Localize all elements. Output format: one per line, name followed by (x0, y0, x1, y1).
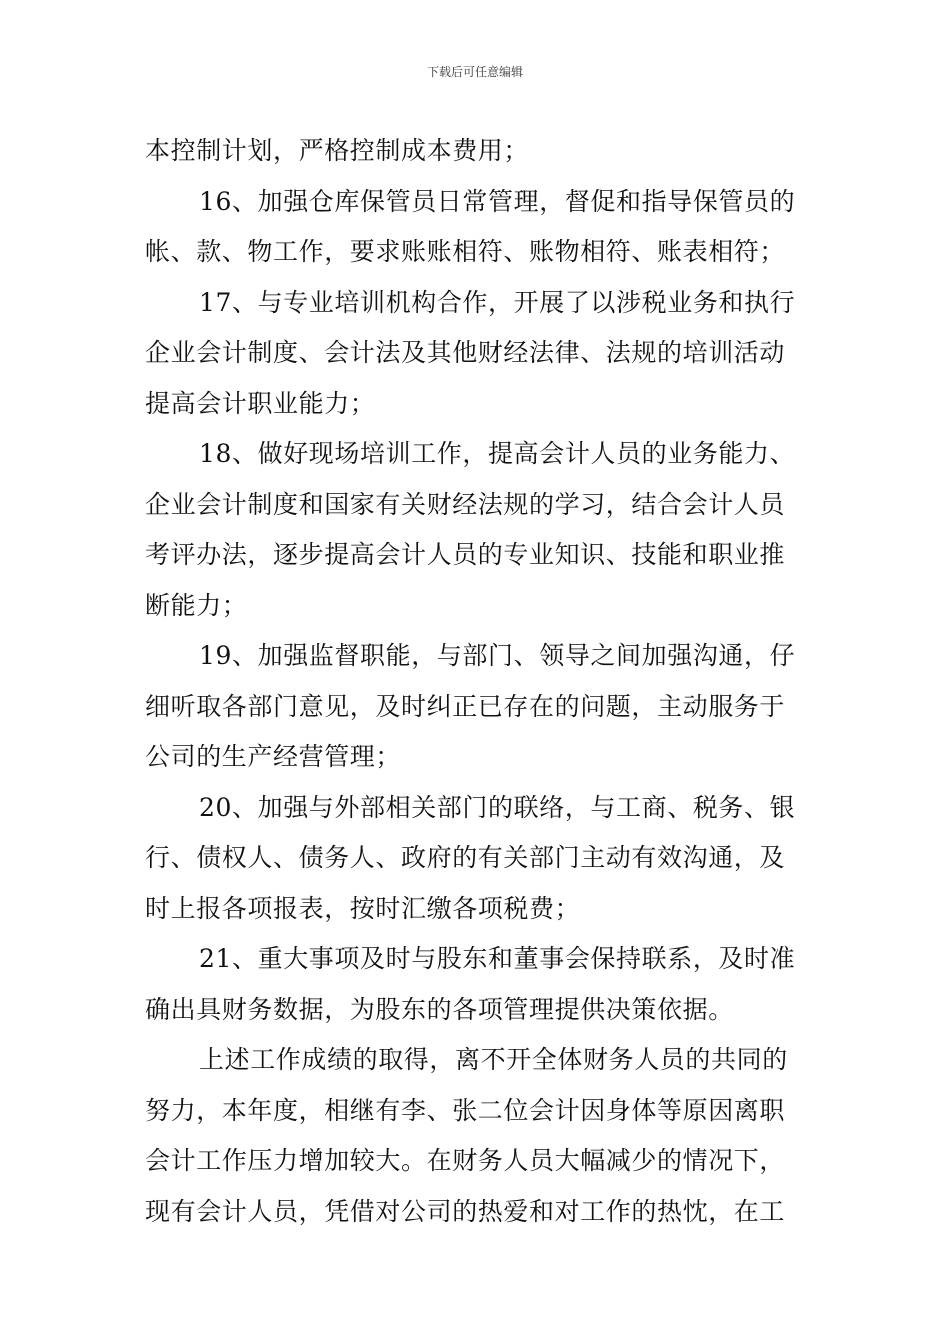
text-line: 企业会计制度和国家有关财经法规的学习，结合会计人员 (145, 489, 786, 519)
text-line: 20、加强与外部相关部门的联络，与工商、税务、银 (199, 792, 796, 822)
text-line: 21、重大事项及时与股东和董事会保持联系，及时准 (199, 944, 796, 973)
text-line: 会计工作压力增加较大。在财务人员大幅减少的情况下， (145, 1146, 786, 1175)
text-line: 考评办法，逐步提高会计人员的专业知识、技能和职业推 (145, 540, 786, 569)
text-line: 18、做好现场培训工作，提高会计人员的业务能力、 (199, 439, 796, 468)
text-line: 断能力； (145, 590, 248, 620)
text-line: 企业会计制度、会计法及其他财经法律、法规的培训活动 (145, 338, 786, 367)
text-line: 上述工作成绩的取得，离不开全体财务人员的共同的 (199, 1045, 788, 1074)
text-line: 公司的生产经营管理； (145, 742, 402, 771)
text-line: 帐、款、物工作，要求账账相符、账物相符、账表相符； (145, 237, 786, 266)
page-header-note: 下载后可任意编辑 (426, 65, 523, 79)
text-line: 本控制计划，严格控制成本费用； (145, 136, 530, 165)
text-line: 17、与专业培训机构合作，开展了以涉税业务和执行 (199, 287, 796, 317)
text-line: 行、债权人、债务人、政府的有关部门主动有效沟通，及 (145, 843, 786, 872)
text-line: 时上报各项报表，按时汇缴各项税费； (145, 893, 581, 923)
text-line: 16、加强仓库保管员日常管理，督促和指导保管员的 (199, 186, 796, 216)
document-body (145, 126, 810, 1237)
text-line: 19、加强监督职能，与部门、领导之间加强沟通，仔 (199, 641, 796, 670)
text-line: 提高会计职业能力； (145, 388, 376, 418)
text-line: 现有会计人员，凭借对公司的热爱和对工作的热忱，在工 (145, 1196, 786, 1226)
text-line: 努力，本年度，相继有李、张二位会计因身体等原因离职 (145, 1095, 786, 1125)
text-line: 确出具财务数据，为股东的各项管理提供决策依据。 (145, 994, 734, 1024)
text-line: 细听取各部门意见，及时纠正已存在的问题，主动服务于 (145, 691, 786, 721)
